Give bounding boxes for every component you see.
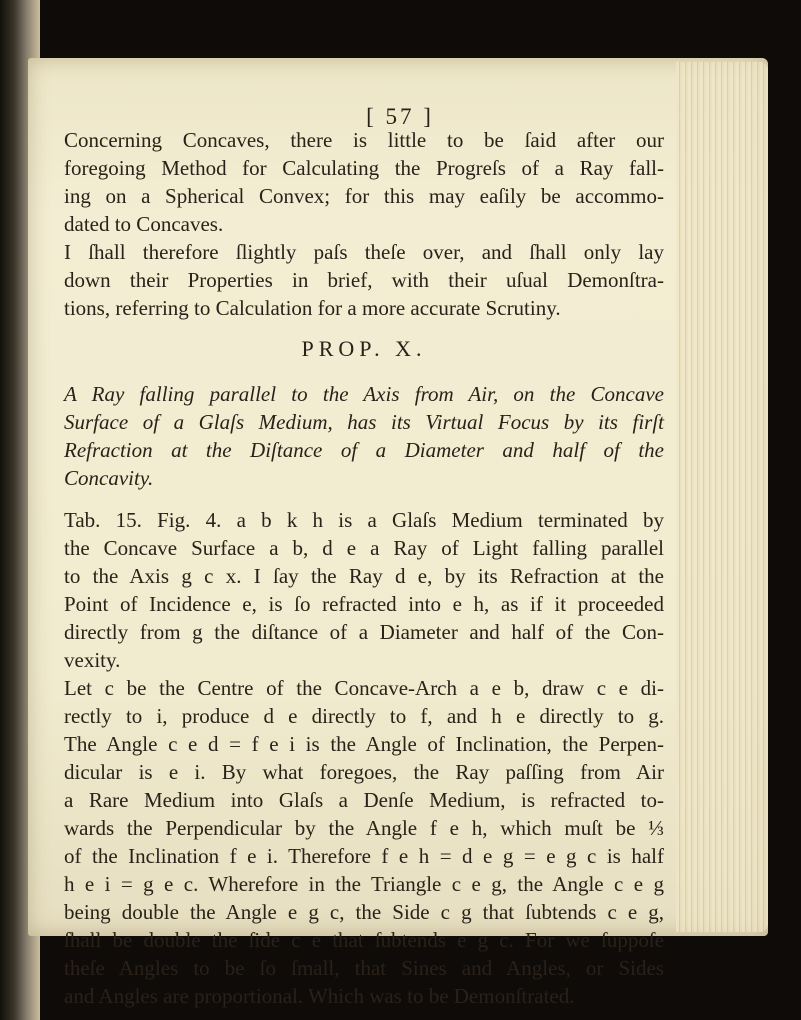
page-number: [ 57 ]: [366, 104, 434, 129]
text-line: tions, referring to Calculation for a more accurate Scrutiny.: [64, 296, 561, 320]
text-line: foregoing Method for Calculating the Progreſs of a Ray fall-: [64, 156, 664, 180]
text-line: dated to Concaves.: [64, 212, 224, 236]
text-line: being double the Angle e g c, the Side c g that ſubtends c e g,: [64, 900, 664, 924]
text-line: The Angle c e d = f e i is the Angle of Inclination, the Perpen-: [64, 732, 664, 756]
text-line: the Concave Surface a b, d e a Ray of Light falling parallel: [64, 536, 664, 560]
text-line: a Rare Medium into Glaſs a Denſe Medium, is refracted to-: [64, 788, 664, 812]
text-line: Point of Incidence e, is ſo refracted into e h, as if it proceeded: [64, 592, 664, 616]
text-line: Tab. 15. Fig. 4. a b k h is a Glaſs Medium terminated by: [64, 508, 664, 532]
text-line: h e i = g e c. Wherefore in the Triangle c e g, the Angle c e g: [64, 872, 664, 896]
text-line: of the Inclination f e i. Therefore f e h = d e g = e g c is half: [64, 844, 664, 868]
text-line: directly from g the diſtance of a Diameter and half of the Con-: [64, 620, 664, 644]
text-line: I ſhall therefore ſlightly paſs theſe over, and ſhall only lay: [64, 240, 664, 264]
text-line: Concerning Concaves, there is little to be ſaid after our: [64, 128, 664, 152]
proposition-line: Refraction at the Diſtance of a Diameter and half of the: [64, 438, 664, 462]
proposition-heading: PROP. X.: [301, 336, 427, 361]
text-line: vexity.: [64, 648, 121, 672]
text-line: down their Properties in brief, with their uſual Demonſtra-: [64, 268, 664, 292]
text-line: to the Axis g c x. I ſay the Ray d e, by its Refraction at the: [64, 564, 664, 588]
text-line: rectly to i, produce d e directly to f, and h e directly to g.: [64, 704, 664, 728]
proposition-line: Concavity.: [64, 466, 154, 490]
proposition-line: A Ray falling parallel to the Axis from Air, on the Concave: [64, 382, 664, 406]
text-line: ſhall be double the ſide c e that ſubtends e g c. For we ſuppoſe: [64, 928, 664, 952]
proposition-line: Surface of a Glaſs Medium, has its Virtual Focus by its firſt: [64, 410, 664, 434]
text-line: theſe Angles to be ſo ſmall, that Sines and Angles, or Sides: [64, 956, 664, 980]
text-line: wards the Perpendicular by the Angle f e h, which muſt be ⅓: [64, 816, 664, 840]
text-line: ing on a Spherical Convex; for this may eaſily be accommo-: [64, 184, 664, 208]
text-line: dicular is e i. By what foregoes, the Ray paſſing from Air: [64, 760, 664, 784]
text-line: and Angles are proportional. Which was to be Demonſtrated.: [64, 984, 575, 1008]
text-line: Let c be the Centre of the Concave-Arch a e b, draw c e di-: [64, 676, 664, 700]
